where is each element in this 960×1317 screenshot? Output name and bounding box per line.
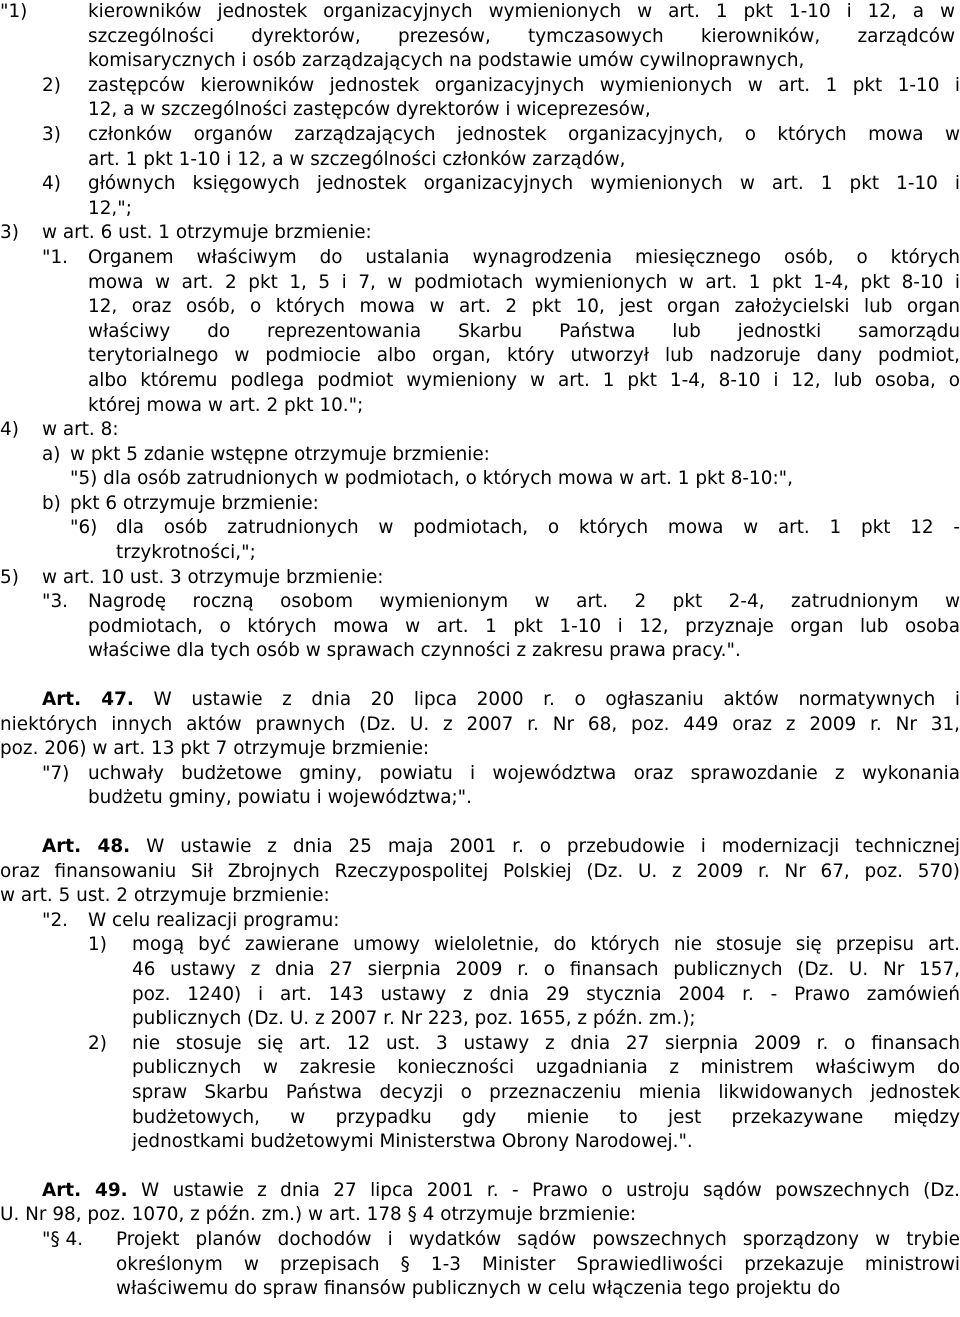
text-line: zastępców kierowników jednostek organizacyjnych wymienionych w art. 1 pkt 1-10 i bbox=[88, 74, 960, 96]
text-line: spraw Skarbu Państwa decyzji o przeznaczeniu mienia likwidowanych jednostek bbox=[132, 1081, 960, 1103]
text-line: pkt 6 otrzymuje brzmienie: bbox=[70, 492, 319, 514]
text-line: 46 ustawy z dnia 27 sierpnia 2009 r. o finansach publicznych (Dz. U. Nr 157, bbox=[132, 958, 960, 980]
text-line: 12,"; bbox=[88, 197, 132, 219]
text-line: nie stosuje się art. 12 ust. 3 ustawy z dnia 27 sierpnia 2009 r. o finansach bbox=[132, 1032, 960, 1054]
text-line: poz. 206) w art. 13 pkt 7 otrzymuje brzmienie: bbox=[0, 738, 430, 760]
text-line: właściwe dla tych osób w sprawach czynności z zakresu prawa pracy.". bbox=[88, 640, 741, 662]
text-line: publicznych w zakresie konieczności uzgadniania z ministrem właściwym do bbox=[132, 1057, 960, 1079]
text-line: uchwały budżetowe gminy, powiatu i województwa oraz sprawozdanie z wykonania bbox=[88, 762, 960, 784]
text-line: mowa w art. 2 pkt 1, 5 i 7, w podmiotach wymienionych w art. 1 pkt 1-4, pkt 8-10 i bbox=[88, 271, 960, 293]
article-heading: Art. 47. bbox=[42, 689, 134, 711]
article-heading: Art. 49. bbox=[42, 1179, 128, 1201]
list-marker: "7) bbox=[42, 762, 70, 784]
text-line: 12, oraz osób, o których mowa w art. 2 pkt 10, jest organ założycielski lub organ bbox=[88, 296, 960, 318]
text-line: oraz finansowaniu Sił Zbrojnych Rzeczypospolitej Polskiej (Dz. U. z 2009 r. Nr 67, poz. 570) bbox=[0, 860, 960, 882]
list-marker: 5) bbox=[0, 566, 19, 588]
list-marker: 4) bbox=[0, 419, 19, 441]
paragraph-gap bbox=[0, 1155, 960, 1179]
text-line: komisarycznych i osób zarządzających na podstawie umów cywilnoprawnych, bbox=[88, 50, 805, 72]
text-line: budżetowych, w przypadku gdy mienie to jest przekazywane między bbox=[132, 1106, 960, 1128]
list-item bbox=[0, 0, 960, 74]
list-item bbox=[0, 1032, 960, 1155]
list-item bbox=[0, 221, 960, 246]
text-line: w art. 6 ust. 1 otrzymuje brzmienie: bbox=[42, 222, 372, 244]
list-marker: "6) bbox=[70, 517, 98, 539]
list-marker: "§ 4. bbox=[42, 1228, 84, 1250]
list-item bbox=[0, 590, 960, 664]
text-line: niektórych innych aktów prawnych (Dz. U. z 2007 r. Nr 68, poz. 449 oraz z 2009 r. Nr 31, bbox=[0, 713, 960, 735]
list-item bbox=[0, 246, 960, 418]
text-line: trzykrotności,"; bbox=[116, 542, 256, 564]
text-line: podmiotach, o których mowa w art. 1 pkt 1-10 i 12, przyznaje organ lub osoba bbox=[88, 615, 960, 637]
text-line: albo któremu podlega podmiot wymieniony w art. 1 pkt 1-4, 8-10 i 12, lub osoba, o bbox=[88, 369, 960, 391]
article-paragraph bbox=[0, 835, 960, 909]
text-line: członków organów zarządzających jednostek organizacyjnych, o których mowa w bbox=[88, 123, 960, 145]
list-marker: 2) bbox=[42, 74, 61, 96]
list-item bbox=[0, 123, 960, 172]
list-item bbox=[0, 172, 960, 221]
text-line: publicznych (Dz. U. z 2007 r. Nr 223, poz. 1655, z późn. zm.); bbox=[132, 1008, 696, 1030]
text-line: U. Nr 98, poz. 1070, z późn. zm.) w art. 178 § 4 otrzymuje brzmienie: bbox=[0, 1204, 637, 1226]
list-marker: 3) bbox=[42, 123, 61, 145]
text-line: "5) dla osób zatrudnionych w podmiotach, o których mowa w art. 1 pkt 8-10:", bbox=[70, 468, 793, 490]
list-marker: "2. bbox=[42, 909, 69, 931]
text-line: Nagrodę roczną osobom wymienionym w art. 2 pkt 2-4, zatrudnionym w bbox=[88, 591, 960, 613]
article-paragraph bbox=[0, 688, 960, 762]
list-item bbox=[0, 516, 960, 565]
list-marker: a) bbox=[42, 443, 61, 465]
list-item bbox=[0, 1228, 960, 1302]
text-line: Projekt planów dochodów i wydatków sądów powszechnych sporządzony w trybie bbox=[116, 1228, 960, 1250]
article-paragraph bbox=[0, 1179, 960, 1228]
text-line: budżetu gminy, powiatu i województwa;". bbox=[88, 787, 472, 809]
text-line: Art. 47. W ustawie z dnia 20 lipca 2000 r. o ogłaszaniu aktów normatywnych i bbox=[42, 689, 960, 711]
text-line: właściwy do reprezentowania Skarbu Państwa lub jednostki samorządu bbox=[88, 320, 960, 342]
text-line: głównych księgowych jednostek organizacyjnych wymienionych w art. 1 pkt 1-10 i bbox=[88, 173, 960, 195]
text-line: określonym w przepisach § 1-3 Minister Sprawiedliwości przekazuje ministrowi bbox=[116, 1253, 960, 1275]
list-marker: "1) bbox=[0, 1, 28, 22]
paragraph-gap bbox=[0, 811, 960, 835]
list-item bbox=[0, 443, 960, 468]
text-line: szczególności dyrektorów, prezesów, tymczasowych kierowników, zarządców bbox=[88, 25, 955, 47]
list-marker: 2) bbox=[88, 1032, 107, 1054]
text-line: jednostkami budżetowymi Ministerstwa Obrony Narodowej.". bbox=[132, 1131, 693, 1153]
text-line: poz. 1240) i art. 143 ustawy z dnia 29 stycznia 2004 r. - Prawo zamówień bbox=[132, 983, 960, 1005]
list-marker: "1. bbox=[42, 246, 69, 268]
article-heading: Art. 48. bbox=[42, 836, 131, 857]
text-line: terytorialnego w podmiocie albo organ, który utworzył lub nadzoruje dany podmiot, bbox=[88, 345, 960, 367]
paragraph-gap bbox=[0, 664, 960, 688]
text-line: Art. 48. W ustawie z dnia 25 maja 2001 r. o przebudowie i modernizacji technicznej bbox=[42, 836, 960, 857]
text-line: mogą być zawierane umowy wieloletnie, do których nie stosuje się przepisu art. bbox=[132, 934, 960, 956]
list-item bbox=[0, 762, 960, 811]
text-line: której mowa w art. 2 pkt 10."; bbox=[88, 394, 364, 416]
list-marker: "3. bbox=[42, 591, 69, 613]
text-line: 12, a w szczególności zastępców dyrektorów i wiceprezesów, bbox=[88, 99, 651, 121]
text-line: w art. 8: bbox=[42, 419, 119, 441]
list-item bbox=[0, 566, 960, 591]
text-line: właściwemu do spraw finansów publicznych w celu włączenia tego projektu do bbox=[116, 1278, 841, 1300]
text-line: w art. 5 ust. 2 otrzymuje brzmienie: bbox=[0, 885, 330, 907]
text-line: w pkt 5 zdanie wstępne otrzymuje brzmienie: bbox=[70, 443, 490, 465]
list-item bbox=[0, 74, 960, 123]
list-item bbox=[0, 418, 960, 443]
list-item bbox=[0, 933, 960, 1031]
text-line: w art. 10 ust. 3 otrzymuje brzmienie: bbox=[42, 566, 384, 588]
list-item bbox=[0, 492, 960, 517]
list-marker: 4) bbox=[42, 173, 61, 195]
text-line: Art. 49. W ustawie z dnia 27 lipca 2001 r. - Prawo o ustroju sądów powszechnych (Dz. bbox=[42, 1179, 960, 1201]
list-marker: 1) bbox=[88, 934, 107, 956]
list-item bbox=[0, 467, 960, 492]
text-line: kierowników jednostek organizacyjnych wymienionych w art. 1 pkt 1-10 i 12, a w bbox=[88, 1, 955, 22]
list-item bbox=[0, 909, 960, 934]
list-marker: 3) bbox=[0, 222, 19, 244]
text-line: Organem właściwym do ustalania wynagrodzenia miesięcznego osób, o których bbox=[88, 246, 960, 268]
text-line: dla osób zatrudnionych w podmiotach, o których mowa w art. 1 pkt 12 - bbox=[116, 517, 960, 539]
text-line: art. 1 pkt 1-10 i 12, a w szczególności członków zarządów, bbox=[88, 148, 626, 170]
text-line: W celu realizacji programu: bbox=[88, 909, 340, 931]
list-marker: b) bbox=[42, 492, 61, 514]
